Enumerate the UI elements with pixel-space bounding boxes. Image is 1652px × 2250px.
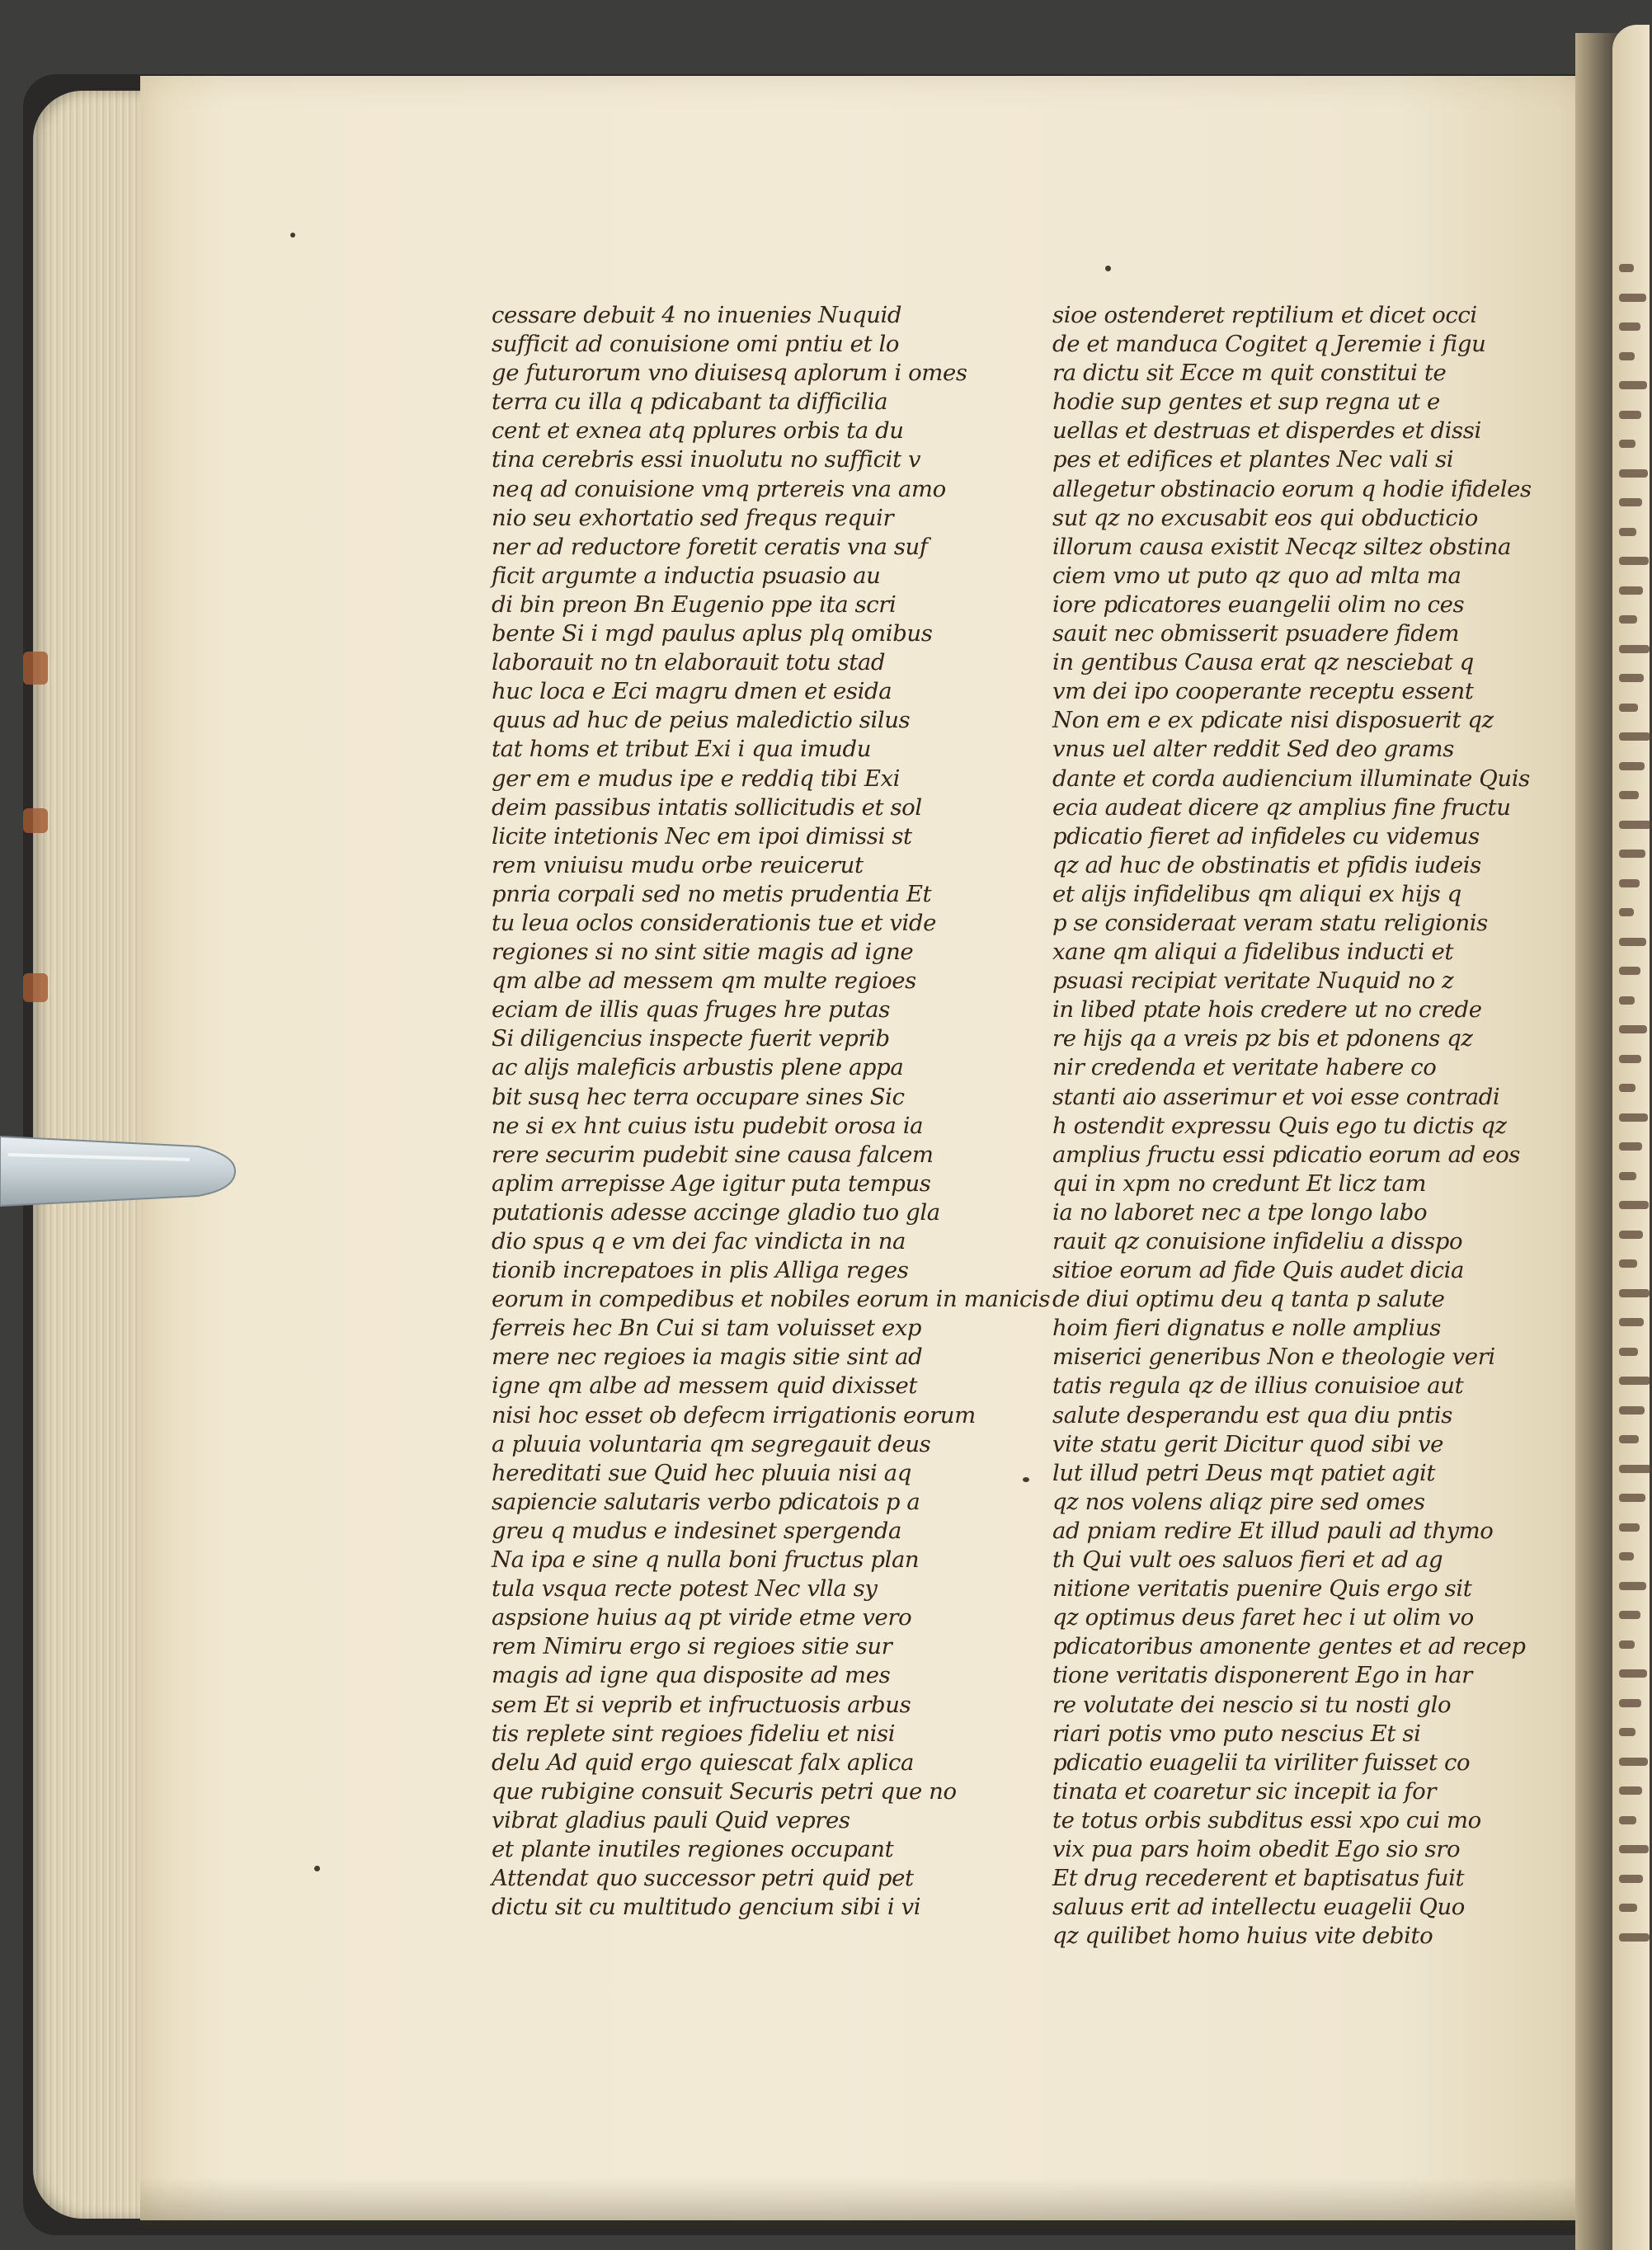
facing-page-stroke: [1619, 1142, 1642, 1151]
text-line: ecia audeat dicere qz amplius fine fructu: [1052, 793, 1511, 821]
text-line: Si diligencius inspecte fuerit veprib: [492, 1025, 890, 1052]
text-line: tatis regula qz de illius conuisioe aut: [1052, 1372, 1464, 1400]
ink-dot: [314, 1866, 320, 1871]
text-line: dante et corda audiencium illuminate Quis: [1052, 765, 1530, 792]
ink-dot: [1023, 1477, 1029, 1482]
text-line: deim passibus intatis sollicitudis et sol: [492, 793, 922, 821]
facing-page-stroke: [1619, 1465, 1651, 1473]
facing-page-stroke: [1619, 1406, 1645, 1414]
text-line: ner ad reductore foretit ceratis vna suf: [492, 533, 928, 560]
text-line: pnria corpali sed no metis prudentia Et: [492, 880, 932, 907]
text-line: in gentibus Causa erat qz nesciebat q: [1052, 649, 1474, 676]
facing-page-stroke: [1619, 938, 1646, 946]
facing-page-stroke: [1619, 1348, 1638, 1356]
text-line: ger em e mudus ipe e reddiq tibi Exi: [492, 765, 900, 792]
text-line: aplim arrepisse Age igitur puta tempus: [492, 1170, 931, 1197]
text-line: pdicatoribus amonente gentes et ad recep: [1052, 1633, 1526, 1660]
text-line: tula vsqua recte potest Nec vlla sy: [492, 1575, 878, 1603]
facing-page-stroke: [1619, 996, 1635, 1005]
text-line: dictu sit cu multitudo gencium sibi i vi: [492, 1894, 921, 1921]
facing-page-stroke: [1619, 1113, 1648, 1122]
text-line: hodie sup gentes et sup regna ut e: [1052, 388, 1440, 416]
text-line: sut qz no excusabit eos qui obducticio: [1052, 504, 1478, 531]
text-line: illorum causa existit Necqz siltez obstina: [1052, 533, 1511, 560]
text-line: iore pdicatores euangelii olim no ces: [1052, 591, 1465, 618]
facing-page-stroke: [1619, 264, 1634, 272]
text-line: sem Et si veprib et infructuosis arbus: [492, 1691, 911, 1718]
text-line: qz nos volens aliqz pire sed omes: [1052, 1488, 1425, 1515]
facing-page-stroke: [1619, 1552, 1634, 1560]
facing-page-stroke: [1619, 1494, 1645, 1502]
text-line: qm albe ad messem qm multe regioes: [492, 967, 916, 995]
facing-page-stroke: [1619, 1201, 1649, 1209]
text-line: amplius fructu essi pdicatio eorum ad eos: [1052, 1141, 1520, 1168]
text-line: miserici generibus Non e theologie veri: [1052, 1344, 1495, 1371]
text-line: a pluuia voluntaria qm segregauit deus: [492, 1430, 931, 1457]
text-line: huc loca e Eci magru dmen et esida: [492, 678, 892, 705]
edge-stain: [23, 808, 48, 833]
text-line: sauit nec obmisserit psuadere fidem: [1052, 620, 1459, 647]
facing-page-stroke: [1619, 1758, 1648, 1766]
text-line: Non em e ex pdicate nisi disposuerit qz: [1052, 707, 1494, 734]
text-line: in libed ptate hois credere ut no crede: [1052, 996, 1482, 1024]
text-line: re volutate dei nescio si tu nosti glo: [1052, 1691, 1452, 1718]
text-line: sufficit ad conuisione omi pntiu et lo: [492, 331, 900, 358]
text-line: de et manduca Cogitet q Jeremie i figu: [1052, 331, 1486, 358]
facing-page-stroke: [1619, 1025, 1647, 1033]
facing-page-stroke: [1619, 1259, 1637, 1268]
facing-page-stroke: [1619, 1875, 1643, 1883]
text-line: ciem vmo ut puto qz quo ad mlta ma: [1052, 562, 1461, 589]
facing-page-stroke: [1619, 967, 1640, 975]
facing-page-stroke: [1619, 440, 1636, 448]
text-line: que rubigine consuit Securis petri que no: [492, 1777, 957, 1805]
facing-page-stroke: [1619, 498, 1642, 506]
facing-page-stroke: [1619, 1377, 1650, 1385]
facing-page-stroke: [1619, 352, 1635, 360]
text-line: ra dictu sit Ecce m quit constitui te: [1052, 360, 1447, 387]
text-line: nitione veritatis puenire Quis ergo sit: [1052, 1575, 1472, 1603]
facing-page-stroke: [1619, 1904, 1637, 1912]
text-line: ad pniam redire Et illud pauli ad thymo: [1052, 1517, 1494, 1544]
facing-page-stroke: [1619, 1611, 1640, 1619]
text-line: ferreis hec Bn Cui si tam voluisset exp: [492, 1315, 922, 1342]
text-line: ia no laboret nec a tpe longo labo: [1052, 1198, 1428, 1226]
text-column-right: [1052, 301, 1531, 1951]
text-line: Attendat quo successor petri quid pet: [492, 1865, 914, 1892]
facing-page-stroke: [1619, 645, 1650, 653]
facing-page-stroke: [1619, 1231, 1643, 1239]
text-line: terra cu illa q pdicabant ta difficilia: [492, 388, 888, 416]
text-line: tat homs et tribut Exi i qua imudu: [492, 736, 872, 763]
facing-page-stroke: [1619, 762, 1645, 770]
text-line: sapiencie salutaris verbo pdicatois p a: [492, 1488, 920, 1515]
text-line: sioe ostenderet reptilium et dicet occi: [1052, 302, 1477, 328]
facing-page-stroke: [1619, 674, 1644, 682]
text-line: hoim fieri dignatus e nolle amplius: [1052, 1315, 1441, 1342]
facing-page-stroke: [1619, 1728, 1636, 1736]
facing-page-stroke: [1619, 1816, 1636, 1824]
text-line: di bin preon Bn Eugenio ppe ita scri: [492, 591, 897, 618]
text-line: lut illud petri Deus mqt patiet agit: [1052, 1459, 1436, 1486]
text-line: tina cerebris essi inuolutu no sufficit v: [492, 446, 921, 473]
edge-stain: [23, 973, 48, 1002]
text-line: qz quilibet homo huius vite debito: [1052, 1923, 1433, 1950]
text-line: p se consideraat veram statu religionis: [1052, 909, 1488, 936]
page-clip-icon: [0, 1130, 239, 1212]
text-line: tionib increpatoes in plis Alliga reges: [492, 1257, 909, 1284]
facing-page-stroke: [1619, 1669, 1647, 1678]
text-line: regiones si no sint sitie magis ad igne: [492, 939, 914, 966]
text-line: re hijs qa a vreis pz bis et pdonens qz: [1052, 1025, 1473, 1052]
facing-page-stroke: [1619, 469, 1648, 478]
text-line: Et drug recederent et baptisatus fuit: [1052, 1865, 1465, 1892]
text-line: greu q mudus e indesinet spergenda: [492, 1517, 901, 1544]
text-line: quus ad huc de peius maledictio silus: [492, 707, 911, 734]
facing-page-stroke: [1619, 615, 1637, 624]
text-column-left: [492, 301, 1051, 1922]
text-line: psuasi recipiat veritate Nuquid no z: [1052, 967, 1454, 995]
facing-page-stroke: [1619, 1172, 1636, 1180]
text-line: mere nec regioes ia magis sitie sint ad: [492, 1344, 923, 1371]
text-line: rere securim pudebit sine causa falcem: [492, 1141, 934, 1168]
text-line: licite intetionis Nec em ipoi dimissi st: [492, 822, 912, 850]
text-line: aspsione huius aq pt viride etme vero: [492, 1604, 912, 1631]
text-line: sitioe eorum ad fide Quis audet dicia: [1052, 1257, 1465, 1284]
facing-page-stroke: [1619, 1640, 1635, 1649]
text-line: Na ipa e sine q nulla boni fructus plan: [492, 1546, 920, 1574]
text-line: qui in xpm no credunt Et licz tam: [1052, 1170, 1427, 1197]
text-line: et plante inutiles regiones occupant: [492, 1835, 894, 1862]
text-line: igne qm albe ad messem quid dixisset: [492, 1372, 918, 1400]
facing-page-stroke: [1619, 908, 1634, 916]
text-line: ne si ex hnt cuius istu pudebit orosa ia: [492, 1112, 924, 1139]
facing-page-stroke: [1619, 704, 1638, 712]
text-line: neq ad conuisione vmq prtereis vna amo: [492, 475, 946, 502]
text-line: vix pua pars hoim obedit Ego sio sro: [1052, 1835, 1461, 1862]
facing-page-stroke: [1619, 1933, 1650, 1942]
text-line: pes et edifices et plantes Nec vali si: [1052, 446, 1454, 473]
text-line: ac alijs maleficis arbustis plene appa: [492, 1054, 904, 1081]
text-line: allegetur obstinacio eorum q hodie ifideles: [1052, 475, 1532, 502]
text-line: et alijs infidelibus qm aliqui ex hijs q: [1052, 880, 1461, 907]
text-line: ge futurorum vno diuisesq aplorum i omes: [492, 360, 967, 387]
text-line: ficit argumte a inductia psuasio au: [492, 562, 881, 589]
text-line: dio spus q e vm dei fac vindicta in na: [492, 1228, 906, 1254]
facing-page-stroke: [1619, 322, 1640, 331]
facing-page-stroke: [1619, 821, 1651, 829]
text-line: de diui optimu deu q tanta p salute: [1052, 1286, 1445, 1313]
text-line: pdicatio euagelii ta viriliter fuisset co: [1052, 1749, 1471, 1776]
facing-page-stroke: [1619, 586, 1643, 595]
facing-page-stroke: [1619, 381, 1647, 389]
text-line: uellas et destruas et disperdes et dissi: [1052, 417, 1481, 445]
text-line: cessare debuit 4 no inuenies Nuquid: [492, 302, 902, 328]
text-line: laborauit no tn elaborauit totu stad: [492, 649, 886, 676]
facing-page-stroke: [1619, 411, 1641, 419]
text-line: bente Si i mgd paulus aplus plq omibus: [492, 620, 933, 647]
ink-dot: [1105, 266, 1111, 271]
text-line: stanti aio asserimur et voi esse contradi: [1052, 1083, 1500, 1110]
facing-page-text: [1619, 25, 1652, 2250]
facing-page-stroke: [1619, 791, 1639, 799]
text-line: xane qm aliqui a fidelibus inducti et: [1052, 939, 1453, 966]
page-shadow: [140, 2177, 1617, 2227]
text-line: h ostendit expressu Quis ego tu dictis qz: [1052, 1112, 1507, 1139]
text-line: salute desperandu est qua diu pntis: [1052, 1401, 1453, 1429]
facing-page-stroke: [1619, 1582, 1646, 1590]
facing-page-stroke: [1619, 1845, 1649, 1853]
facing-page-stroke: [1619, 879, 1640, 887]
text-line: delu Ad quid ergo quiescat falx aplica: [492, 1749, 914, 1776]
text-line: nir credenda et veritate habere co: [1052, 1054, 1437, 1081]
facing-page-stroke: [1619, 1523, 1640, 1532]
text-line: nisi hoc esset ob defecm irrigationis eorum: [492, 1401, 976, 1429]
text-line: vibrat gladius pauli Quid vepres: [492, 1806, 850, 1833]
text-line: riari potis vmo puto nescius Et si: [1052, 1720, 1421, 1747]
text-line: rauit qz conuisione infideliu a disspo: [1052, 1228, 1463, 1254]
text-line: vite statu gerit Dicitur quod sibi ve: [1052, 1430, 1444, 1457]
text-line: vnus uel alter reddit Sed deo grams: [1052, 736, 1454, 763]
text-line: rem vniuisu mudu orbe reuicerut: [492, 851, 864, 878]
text-line: magis ad igne qua disposite ad mes: [492, 1662, 891, 1689]
text-line: hereditati sue Quid hec pluuia nisi aq: [492, 1459, 911, 1486]
text-line: bit susq hec terra occupare sines Sic: [492, 1083, 905, 1110]
facing-page-stroke: [1619, 1435, 1639, 1443]
text-line: tis replete sint regioes fideliu et nisi: [492, 1720, 896, 1747]
text-line: cent et exnea atq pplures orbis ta du: [492, 417, 904, 445]
facing-page-stroke: [1619, 1699, 1641, 1707]
text-line: tione veritatis disponerent Ego in har: [1052, 1662, 1472, 1689]
text-line: tu leua oclos considerationis tue et vide: [492, 909, 936, 936]
facing-page-stroke: [1619, 1289, 1650, 1297]
facing-page-edge: [1612, 25, 1650, 2250]
facing-page-stroke: [1619, 1084, 1636, 1092]
facing-page-stroke: [1619, 732, 1650, 741]
text-line: tinata et coaretur sic incepit ia for: [1052, 1777, 1437, 1805]
edge-stain: [23, 652, 48, 685]
text-line: eciam de illis quas fruges hre putas: [492, 996, 891, 1024]
text-line: putationis adesse accinge gladio tuo gla: [492, 1198, 940, 1226]
facing-page-stroke: [1619, 557, 1649, 565]
text-line: saluus erit ad intellectu euagelii Quo: [1052, 1894, 1465, 1921]
facing-page-stroke: [1619, 294, 1646, 302]
facing-page-stroke: [1619, 850, 1645, 858]
text-line: eorum in compedibus et nobiles eorum in manicis: [492, 1286, 1051, 1313]
text-line: nio seu exhortatio sed frequs requir: [492, 504, 894, 531]
ink-dot: [290, 233, 295, 238]
facing-page-stroke: [1619, 1055, 1641, 1063]
text-line: qz ad huc de obstinatis et pfidis iudeis: [1052, 851, 1481, 878]
facing-page-stroke: [1619, 1786, 1642, 1795]
facing-page-stroke: [1619, 1318, 1644, 1326]
text-line: qz optimus deus faret hec i ut olim vo: [1052, 1604, 1474, 1631]
facing-page-stroke: [1619, 528, 1636, 536]
text-line: pdicatio fieret ad infideles cu videmus: [1052, 822, 1480, 850]
text-line: th Qui vult oes saluos fieri et ad ag: [1052, 1546, 1443, 1574]
text-line: te totus orbis subditus essi xpo cui mo: [1052, 1806, 1481, 1833]
text-line: rem Nimiru ergo si regioes sitie sur: [492, 1633, 892, 1660]
text-line: vm dei ipo cooperante receptu essent: [1052, 678, 1474, 705]
